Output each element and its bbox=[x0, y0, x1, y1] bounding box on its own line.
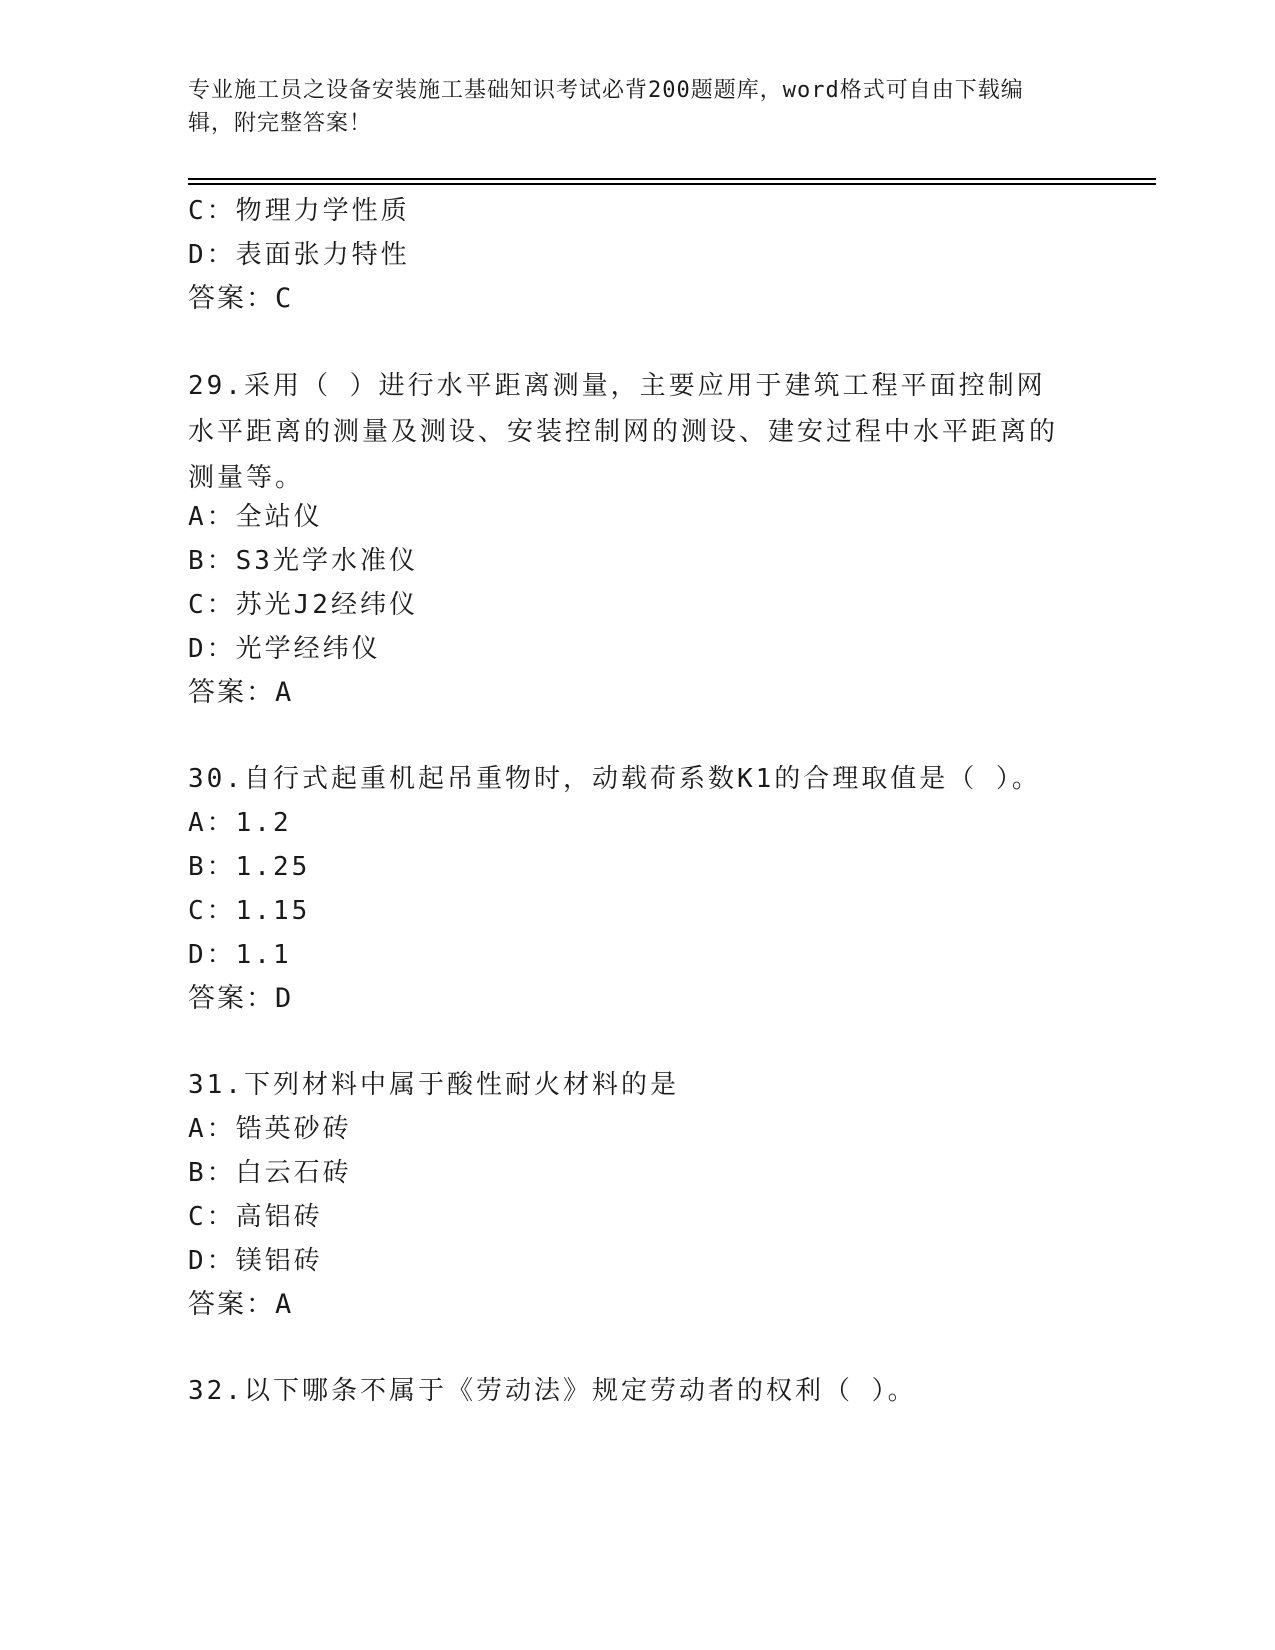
header-rule-bottom bbox=[188, 183, 1156, 185]
q31-option-d: D：镁铝砖 bbox=[188, 1246, 323, 1276]
q31-option-a: A：锆英砂砖 bbox=[188, 1114, 352, 1144]
header-rule-top bbox=[188, 178, 1156, 180]
q30-option-a: A：1.2 bbox=[188, 808, 292, 838]
document-header: 专业施工员之设备安装施工基础知识考试必背200题题库，word格式可自由下载编辑，附完整答案！ bbox=[188, 78, 1024, 136]
q31-option-c: C：高铝砖 bbox=[188, 1202, 323, 1232]
q29-option-d: D：光学经纬仪 bbox=[188, 634, 381, 664]
q30-option-d: D：1.1 bbox=[188, 940, 292, 970]
q30-option-c: C：1.15 bbox=[188, 896, 311, 926]
q29-option-c: C：苏光J2经纬仪 bbox=[188, 590, 418, 620]
q30-option-b: B：1.25 bbox=[188, 852, 311, 882]
q32-stem: 32.以下哪条不属于《劳动法》规定劳动者的权利（ ）。 bbox=[188, 1376, 917, 1406]
q31-stem: 31.下列材料中属于酸性耐火材料的是 bbox=[188, 1070, 679, 1100]
q29-answer: 答案：A bbox=[188, 677, 294, 708]
prev-option-c: C：物理力学性质 bbox=[188, 196, 410, 226]
q31-option-b: B：白云石砖 bbox=[188, 1158, 352, 1188]
prev-option-d: D：表面张力特性 bbox=[188, 240, 410, 270]
prev-answer: 答案：C bbox=[188, 283, 294, 314]
q29-option-a: A：全站仪 bbox=[188, 502, 323, 532]
q31-answer: 答案：A bbox=[188, 1289, 294, 1320]
q30-stem: 30.自行式起重机起吊重物时，动载荷系数K1的合理取值是（ ）。 bbox=[188, 764, 1041, 794]
q29-option-b: B：S3光学水准仪 bbox=[188, 546, 418, 576]
q30-answer: 答案：D bbox=[188, 983, 294, 1014]
q29-stem: 29.采用（ ）进行水平距离测量，主要应用于建筑工程平面控制网水平距离的测量及测设、安装控制网的测设、建安过程中水平距离的测量等。 bbox=[188, 371, 1059, 493]
